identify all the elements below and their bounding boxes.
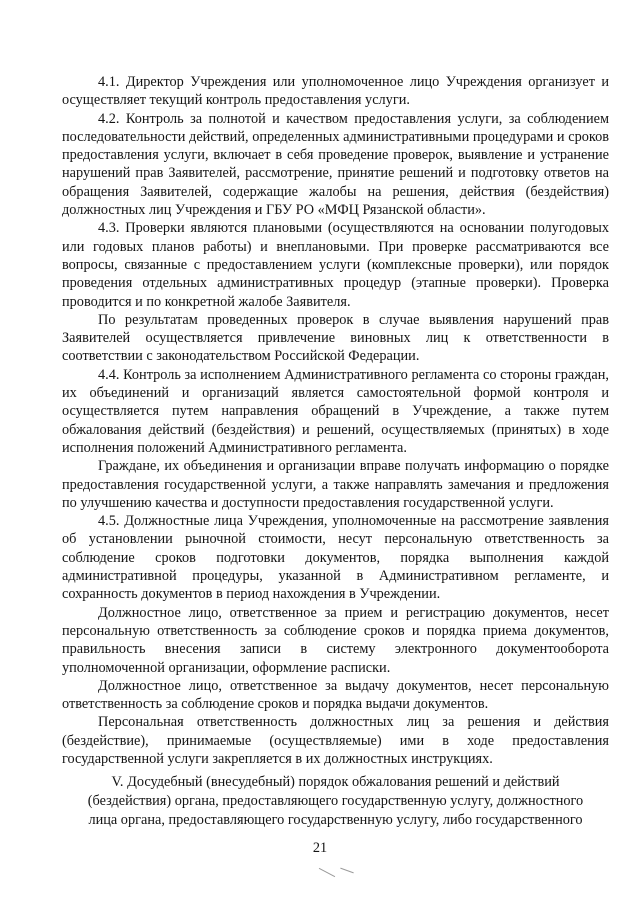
paragraph-personal-responsibility: Персональная ответственность должностных лиц за решения и действия (бездействие), принимаемые (осуществляемые) ими в ходе предоставления государственной услуги закрепляется в их должностных инструкциях. [62,714,609,767]
paragraph-4-2: 4.2. Контроль за полнотой и качеством предоставления услуги, за соблюдением последовательности действий, определенных административными процедурами и сроков предоставления услуги, включает в себя проведение проверок, выявление и устранение нарушений прав Заявителей, рассмотрение, принятие решений и подготовку ответов на обращения Заявителей, содержащие жалобы на решения, действия (бездействия) должностных лиц Учреждения и ГБУ РО «МФЦ Рязанской области». [62,110,609,219]
paragraph-issuing-officer: Должностное лицо, ответственное за выдачу документов, несет персональную ответственность за соблюдение сроков и порядка выдачи документов. [62,677,609,713]
body-text [62,73,609,768]
section-v-heading [62,773,609,830]
scan-artifact [319,868,335,877]
section-heading-line: V. Досудебный (внесудебный) порядок обжалования решений и действий [111,774,560,790]
paragraph-4-3: 4.3. Проверки являются плановыми (осуществляются на основании полугодовых или годовых планов работы) и внеплановыми. При проверке рассматриваются все вопросы, связанные с предоставлением услуги (комплексные проверки), или порядок проведения отдельных административных процедур (этапные проверки). Проверка проводится и по конкретной жалобе Заявителя. [62,220,609,310]
paragraph-reception-officer: Должностное лицо, ответственное за прием и регистрацию документов, несет персональную ответственность за соблюдение сроков и порядка приема документов, правильность внесения записи в систему электронного документооборота уполномоченной организации, оформление расписки. [62,604,609,676]
paragraph-4-4: 4.4. Контроль за исполнением Административного регламента со стороны граждан, их объединений и организаций является самостоятельной формой контроля и осуществляется путем направления обращений в Учреждение, а также путем обжалования действий (бездействия) и решений, осуществляемых (принятых) в ходе исполнения положений Административного регламента. [62,366,609,456]
paragraph-inspection-results: По результатам проведенных проверок в случае выявления нарушений прав Заявителей осуществляется привлечение виновных лиц к ответственности в соответствии с законодательством Российской Федерации. [62,311,609,365]
paragraph-4-5: 4.5. Должностные лица Учреждения, уполномоченные на рассмотрение заявления об установлении рыночной стоимости, несут персональную ответственность за соблюдение сроков подготовки документов, порядка выполнения каждой административной процедуры, указанной в Административном регламенте, и сохранность документов в период нахождения в Учреждении. [62,513,609,603]
scan-artifact [340,868,353,874]
paragraph-citizens-rights: Граждане, их объединения и организации вправе получать информацию о порядке предоставления государственной услуги, а также направлять замечания и предложения по улучшению качества и доступности предоставления государственной услуги. [62,458,609,511]
paragraph-4-1: 4.1. Директор Учреждения или уполномоченное лицо Учреждения организует и осуществляет текущий контроль предоставления услуги. [62,74,609,109]
section-heading-line: лица органа, предоставляющего государственную услугу, либо государственного [88,812,583,828]
section-heading-line: (бездействия) органа, предоставляющего государственную услугу, должностного [87,793,584,809]
page-number: 21 [312,840,328,856]
